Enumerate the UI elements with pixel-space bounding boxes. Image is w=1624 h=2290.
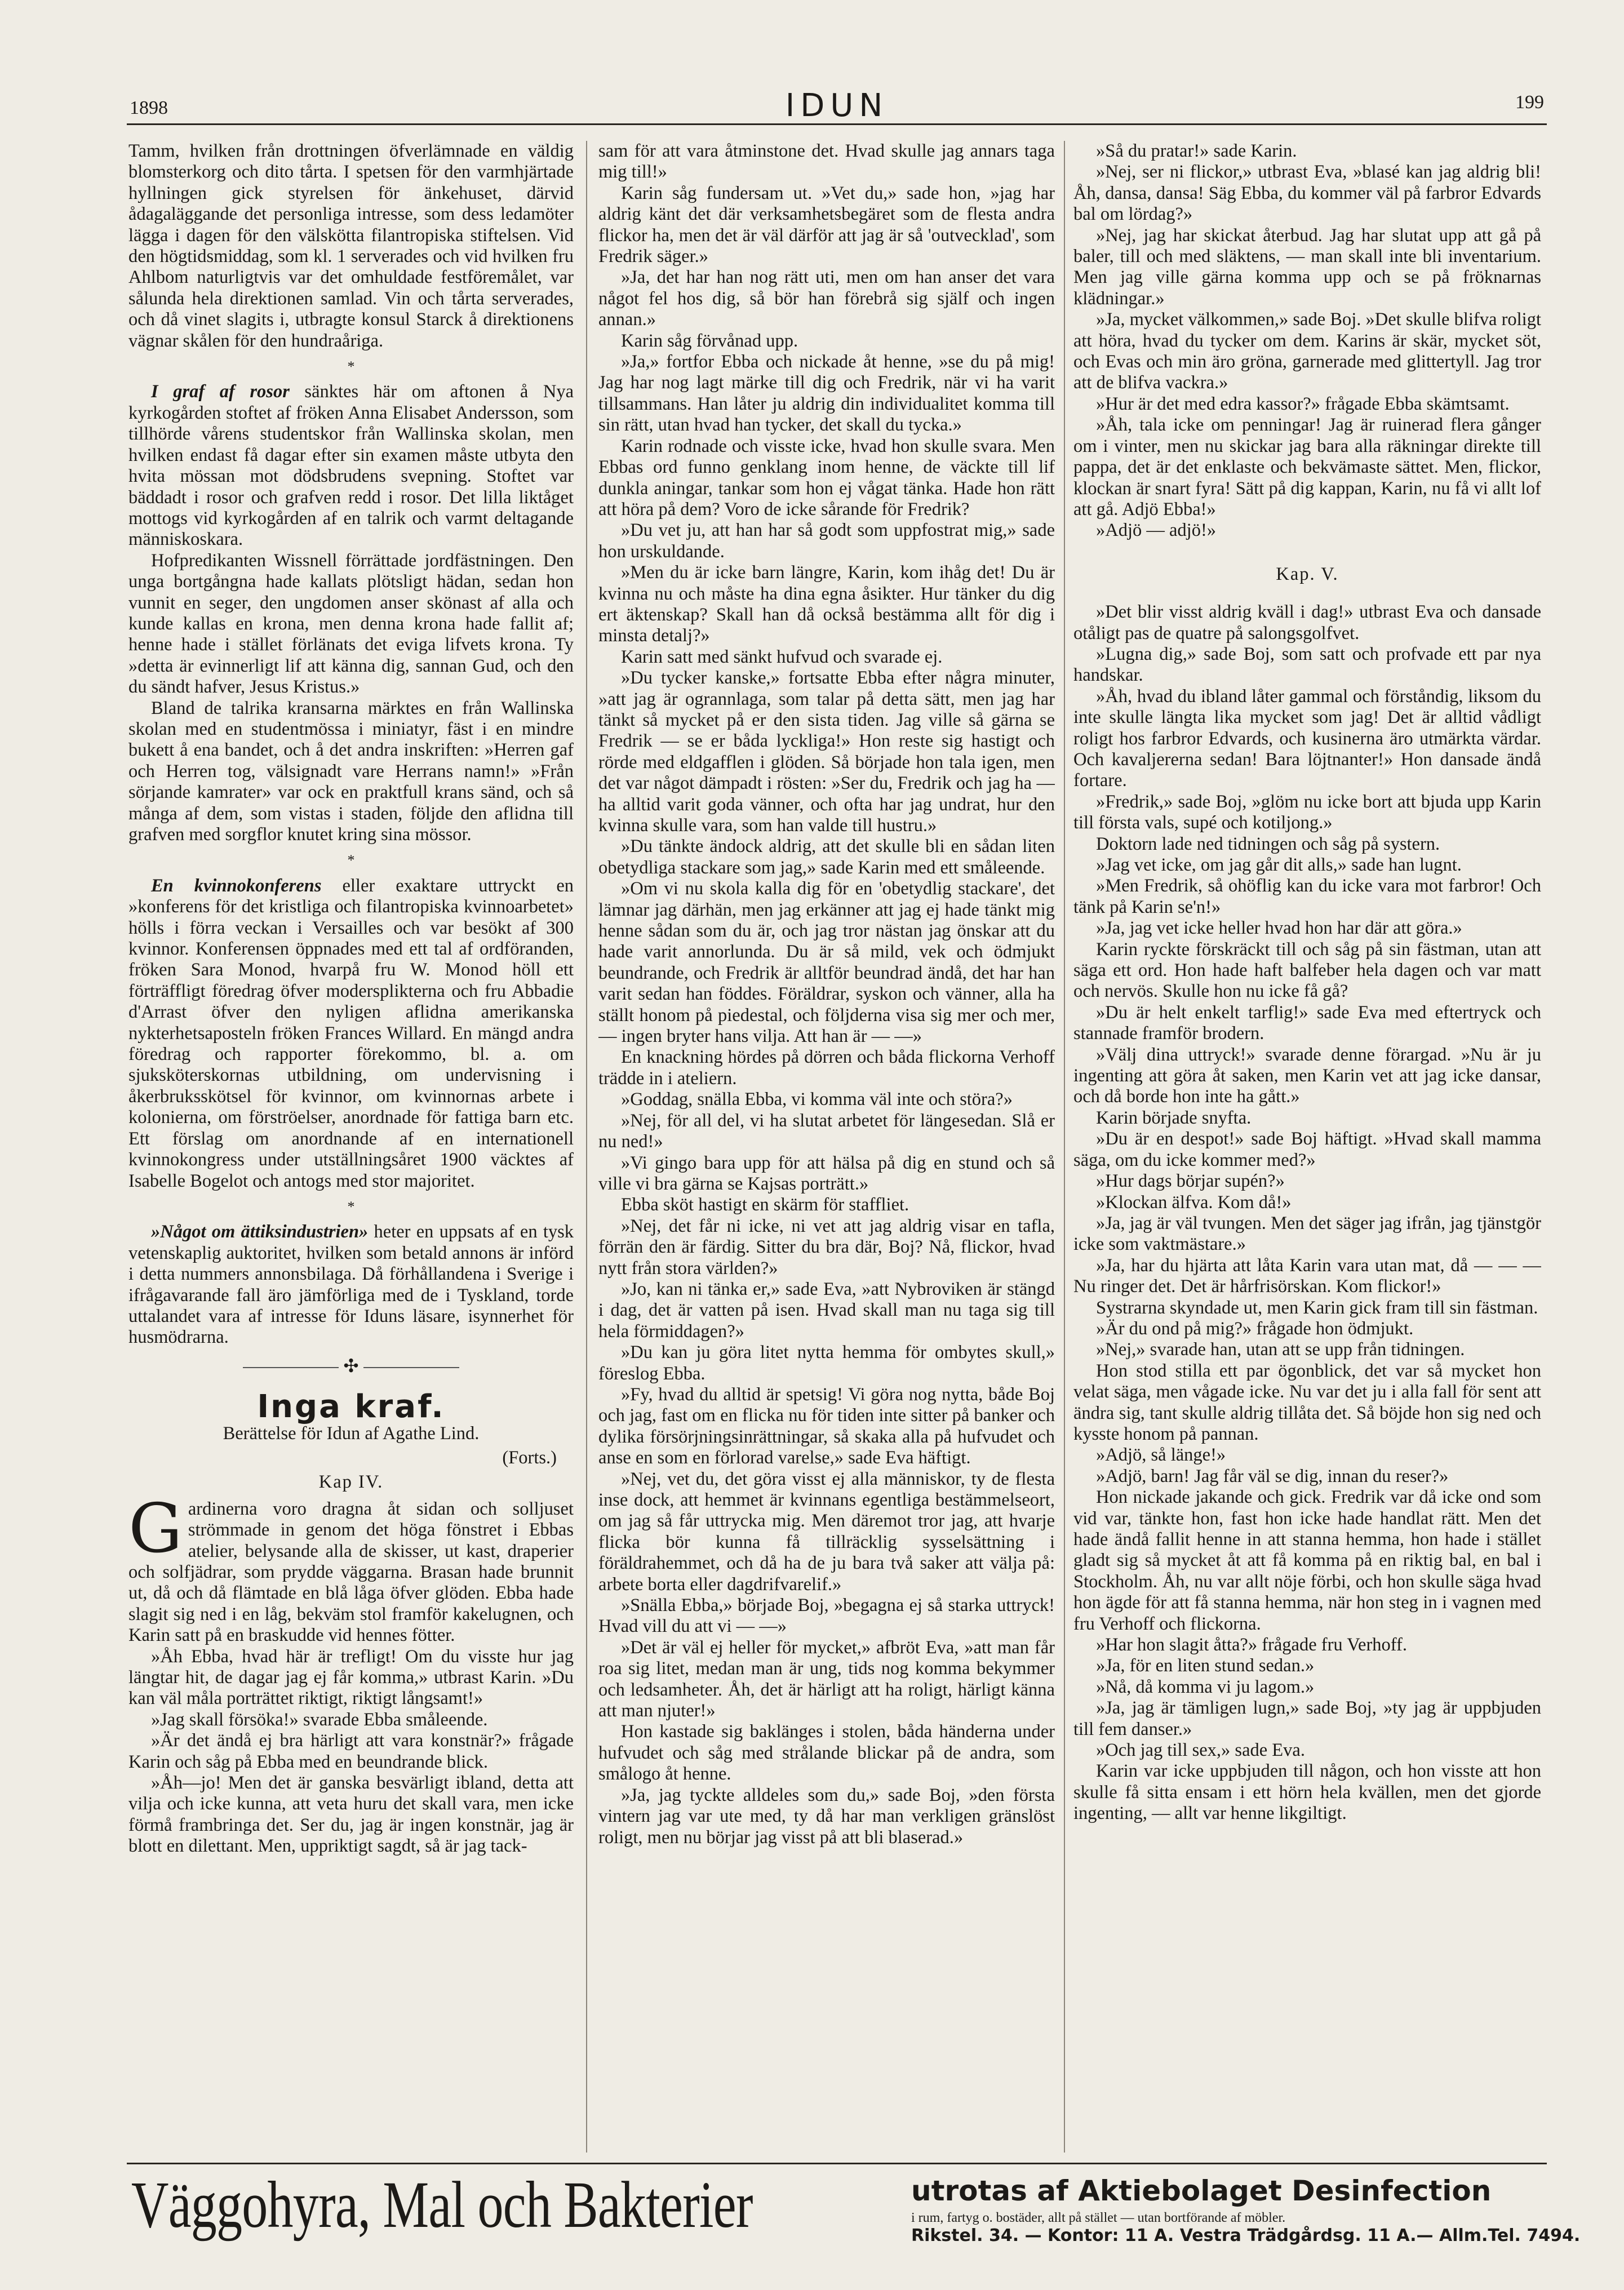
header-rule	[127, 123, 1547, 125]
lead-heading: »Något om ättiksindustrien»	[151, 1222, 369, 1242]
drop-cap: G	[128, 1489, 183, 1568]
paragraph: »Har hon slagit åtta?» frågade fru Verhoff.	[1096, 1635, 1407, 1656]
paragraph: »Ja, jag vet icke heller hvad hon har där att göra.»	[1096, 918, 1462, 939]
column-1	[128, 141, 574, 2153]
paragraph: »Ja, mycket välkommen,» sade Boj. »Det skulle blifva roligt att höra, hvad du tycker om dem. Karins är skär, mycket söt, och Evas och min äro gröna, garnerade med glittertyll. Jag tror att de blifva vackra.»	[1073, 309, 1541, 393]
paragraph: »Om vi nu skola kalla dig för en 'obetydlig stackare', det lämnar jag därhän, men jag erkänner att jag ej hade tänkt mig henne sådan som du är, och jag tror nästan jag önskar att du hade varit annorlunda. Du är så mild, vek och ödmjukt beundrande, och Fredrik är alltför beundrad ändå, det har han varit sedan han föddes. Föräldrar, syskon och vänner, alla ha ställt honom på piedestal, och följderna visa sig mer och mer, — ingen bryter hans vilja. Att han är — —»	[598, 878, 1055, 1047]
paragraph: »Men du är icke barn längre, Karin, kom ihåg det! Du är kvinna nu och måste ha dina egna åsikter. Hur tänker du dig ert äktenskap? Skall han då också bestämma allt för dig i minsta detalj?»	[598, 562, 1055, 646]
separator-star: *	[347, 1198, 355, 1215]
paragraph: »Jag vet icke, om jag går dit alls,» sade han lugnt.	[1096, 855, 1462, 875]
paragraph: Karin satt med sänkt hufvud och svarade ej.	[621, 646, 943, 667]
year: 1898	[130, 97, 168, 118]
paragraph: »Ja, det har han nog rätt uti, men om han anser det vara något fel hos dig, så bör han förebrå sig själf och ingen annan.»	[598, 267, 1055, 330]
paragraph: »Är det ändå ej bra härligt att vara konstnär?» frågade Karin och såg på Ebba med en beundrande blick.	[128, 1730, 574, 1772]
paragraph: »Du tycker kanske,» fortsatte Ebba efter några minuter, »att jag är ogrannlaga, som talar på detta sätt, men jag har tänkt så mycket på er den sista tiden. Jag ville så gärna se Fredrik — se er båda lyckliga!» Hon reste sig hastigt och rörde med eldgafflen i glöden. Så började hon tala igen, men det var något dämpadt i rösten: »Ser du, Fredrik och jag ha — ha alltid varit goda vänner, och ofta har jag undrat, hur den kvinna skulle vara, som han valde till hustru.»	[598, 668, 1055, 836]
paragraph: »Åh, tala icke om penningar! Jag är ruinerad flera gånger om i vinter, men nu skickar jag bara alla räkningar direkte till pappa, det är det enklaste och bekvämaste sättet. Men, flickor, klockan är snart fyra! Sätt på dig kappan, Karin, nu få vi allt lof att gå. Adjö Ebba!»	[1073, 415, 1541, 520]
ad-headline: Väggohyra, Mal och Bakterier	[131, 2168, 753, 2242]
paragraph: Karin var icke uppbjuden till någon, och hon visste att hon skulle få sitta ensam i ett hörn hela kvällen, men det gjorde ingenting, — allt var henne likgiltigt.	[1073, 1761, 1541, 1824]
paragraph: En kvinnokonferens eller exaktare uttryckt en »konferens för det kristliga och filantropiska kvinnoarbetet» hölls i förra veckan i Versailles och var besökt af 300 kvinnor. Konferensen öppnades med ett tal af ordföranden, fröken Sara Monod, hvarpå fru W. Monod höll ett förträffligt föredrag öfver modersplikterna och fru Abbadie d'Arrast öfver den nyligen aflidna amerikanska nykterhetsaposteln fröken Frances Willard. En mängd andra föredrag och rapporter förekommo, bl. a. om sjuksköterskornas utbildning, om undervisning i åkerbruksskötsel för kvinnor, om kvinnornas arbete i kolonierna, om förströelser, anordnade för fattiga barn etc. Ett förslag om anordnande af en internationell kvinnokongress under utställningsåret 1900 väcktes af Isabelle Bogelot och antogs med stor majoritet.	[128, 875, 574, 1191]
paragraph: Hon stod stilla ett par ögonblick, det var så mycket hon velat säga, men vågade icke. Nu var det ju i alla fall för sent att ändra sig, tant skulle aldrig tillåta det. Så böjde hon sig ned och kysste honom på pannan.	[1073, 1360, 1541, 1444]
paragraph: »Jo, kan ni tänka er,» sade Eva, »att Nybroviken är stängd i dag, det är vatten på isen. Hvad skall man nu taga sig till hela förmiddagen?»	[598, 1279, 1055, 1342]
paragraph: Doktorn lade ned tidningen och såg på systern.	[1096, 833, 1440, 854]
paragraph: »Är du ond på mig?» frågade hon ödmjukt.	[1096, 1318, 1414, 1339]
paragraph: Bland de talrika kransarna märktes en från Wallinska skolan med en studentmössa i miniatyr, fäst i en mindre bukett å ena bandet, och å det andra inskriften: »Herren gaf och Herren tog, välsignadt vare Herrans namn!» »Från sörjande kamrater» var ock en praktfull krans sänd, och så många af dem, som vistas i staden, följde den aflidna till grafven med sorgflor knutet kring sina mössor.	[128, 698, 574, 845]
paragraph: »Nej, jag har skickat återbud. Jag har slutat upp att gå på baler, till och med släktens, — man skall inte bli inventarium. Men jag ville gärna komma upp och se på fröknarnas klädningar.»	[1073, 225, 1541, 309]
chapter-heading: Kap IV.	[318, 1472, 384, 1493]
paragraph: »Åh Ebba, hvad här är trefligt! Om du visste hur jag längtar hit, de dagar jag ej får komma,» utbrast Karin. »Du kan väl måla porträttet riktigt, riktigt långsamt!»	[128, 1646, 574, 1709]
paragraph: »Hur dags börjar supén?»	[1096, 1171, 1285, 1192]
paragraph: Ebba sköt hastigt en skärm för staffliet.	[621, 1195, 909, 1215]
paragraph: »Nej, för all del, vi ha slutat arbetet för längesedan. Slå er nu ned!»	[598, 1110, 1055, 1152]
paragraph: »Välj dina uttryck!» svarade denne förargad. »Nu är ju ingenting att göra åt saken, men Karin vet att jag icke dansar, och då borde hon inte ha gått.»	[1073, 1044, 1541, 1107]
paragraph: »Adjö, barn! Jag får väl se dig, innan du reser?»	[1096, 1466, 1449, 1486]
paragraph: »Nej, det får ni icke, ni vet att jag aldrig visar en tafla, förrän den är färdig. Sitter du bra där, Boj? Nå, flickor, hvad nytt från stora världen?»	[598, 1215, 1055, 1279]
page-header	[127, 87, 1547, 127]
paragraph: »Vi gingo bara upp för att hälsa på dig en stund och så ville vi bra gärna se Kajsas porträtt.»	[598, 1152, 1055, 1194]
paragraph: »Nej, ser ni flickor,» utbrast Eva, »blasé kan jag aldrig bli! Åh, dansa, dansa! Säg Ebba, du kommer väl på farbror Edvards bal om lördag?»	[1073, 162, 1541, 225]
paragraph: »Åh—jo! Men det är ganska besvärligt ibland, detta att vilja och icke kunna, att veta huru det skall vara, men icke förmå frambringa det. Ser du, jag är ingen konstnär, jag är blott en dilettant. Men, uppriktigt sagdt, så är jag tack-	[128, 1773, 574, 1857]
paragraph: »Lugna dig,» sade Boj, som satt och profvade ett par nya handskar.	[1073, 643, 1541, 686]
separator-star: *	[347, 852, 355, 869]
paragraph: »Nej, vet du, det göra visst ej alla människor, ty de flesta inse dock, att hemmet är kvinnans egentliga bestämmelseort, om jag så får uttrycka mig. Men däremot tror jag, att hvarje flicka bör kunna få tillräcklig sysselsättning i föräldrahemmet, och då ha de ju bara två saker att välja på: arbete borta eller dagdrifvarelif.»	[598, 1468, 1055, 1595]
paragraph: Systrarna skyndade ut, men Karin gick fram till sin fästman.	[1096, 1297, 1538, 1318]
lead-heading: En kvinnokonferens	[151, 875, 322, 896]
paragraph: »Fredrik,» sade Boj, »glöm nu icke bort att bjuda upp Karin till första vals, supé och kotiljong.»	[1073, 791, 1541, 833]
ad-service: i rum, fartyg o. bostäder, allt på stället — utan bortförande af möbler.	[911, 2211, 1286, 2225]
paragraph: Hon nickade jakande och gick. Fredrik var då icke ond som vid var, tänkte hon, fast hon icke hade handlat rätt. Men det hade ändå fallit henne in att stanna hemma, hon hade i stället gladt sig så mycket åt att få komma på en riktig bal, en bal i Stockholm. Åh, nu var allt nöje förbi, och hon skulle säga hvad hon ägde för att få stanna hemma, när hon steg in i vagnen med fru Verhoff och flickorna.	[1073, 1487, 1541, 1634]
paragraph: »Du tänkte ändock aldrig, att det skulle bli en sådan liten obetydliga stackare som jag,» sade Karin med ett småleende.	[598, 836, 1055, 878]
paragraph: »Och jag till sex,» sade Eva.	[1096, 1740, 1305, 1761]
ad-details	[911, 2174, 1581, 2245]
paragraph: »Ja, för en liten stund sedan.»	[1096, 1656, 1315, 1676]
paragraph: Karin såg fundersam ut. »Vet du,» sade hon, »jag har aldrig känt det där verksamhetsbegäret som de flesta andra flickor ha, men det är väl därför att jag är så 'outvecklad', som Fredrik säger.»	[598, 183, 1055, 267]
continued-note: (Forts.)	[502, 1447, 557, 1468]
paragraph: Hofpredikanten Wissnell förrättade jordfästningen. Den unga bortgångna hade kallats plötsligt hädan, sedan hon vunnit en seger, den ungdomen anser skönast af alla och kunde kallas en krona, men denna krona hade fallit af; henne hade i stället förlänats det eviga lifvets krona. Ty »detta är evinnerligt lif att känna dig, sannan Gud, och den du sändt hafver, Jesus Kristus.»	[128, 550, 574, 698]
paragraph: »Goddag, snälla Ebba, vi komma väl inte och störa?»	[621, 1089, 1013, 1110]
column-divider	[1064, 141, 1065, 2153]
paragraph: Tamm, hvilken från drottningen öfverlämnade en väldig blomsterkorg och dito tårta. I spetsen för den varmhjärtade hyllningen gick styrelsen för änkehuset, därvid ådagaläggande det personliga intresse, som dess ledamöter lägga i dagen för den välskötta filantropiska stiftelsen. Vid den högtidsmiddag, som kl. 1 serverades och vid hvilken fru Ahlbom naturligtvis var det omhuldade festföremålet, var sålunda hela direktionen samlad. Vin och tårta serverades, och då vinet slagits i, utbragte konsul Starck å direktionens vägnar skålen för den hundraåriga.	[128, 141, 574, 351]
paragraph: »Men Fredrik, så ohöflig kan du icke vara mot farbror! Och tänk på Karin se'n!»	[1073, 876, 1541, 917]
ad-contact: Rikstel. 34. — Kontor: 11 A. Vestra Trädgårdsg. 11 A.— Allm.Tel. 7494.	[911, 2226, 1581, 2245]
page-number: 199	[1515, 92, 1544, 113]
paragraph: »Du kan ju göra litet nytta hemma för ombytes skull,» föreslog Ebba.	[598, 1342, 1055, 1384]
paragraph: Hon kastade sig baklänges i stolen, båda händerna under hufvudet och såg med strålande blickar på de andra, som smålogo åt henne.	[598, 1721, 1055, 1785]
ad-company: utrotas af Aktiebolaget Desinfection	[911, 2174, 1492, 2207]
column-divider	[586, 141, 587, 2153]
paragraph: »Ja,» fortfor Ebba och nickade åt henne, »se du på mig! Jag har nog lagt märke till dig och Fredrik, när vi ha varit tillsammans. Han låter ju aldrig din individualitet komma till sin rätt, utan hvad han tycker, det skall du tycka.»	[598, 352, 1055, 436]
paragraph: »Ja, jag är väl tvungen. Men det säger jag ifrån, jag tjänstgör icke som vaktmästare.»	[1073, 1213, 1541, 1255]
paragraph: »Du vet ju, att han har så godt som uppfostrat mig,» sade hon urskuldande.	[598, 520, 1055, 562]
paragraph: »Fy, hvad du alltid är spetsig! Vi göra nog nytta, både Boj och jag, fast om en flicka nu för tiden inte sitter på banker och dylika försörjningsinrättningar, så skaka alla på hufvudet och anse en som en förlorad varelse,» sade Eva häftigt.	[598, 1384, 1055, 1468]
paragraph: I graf af rosor sänktes här om aftonen å Nya kyrkogården stoftet af fröken Anna Elisabet Andersson, som tillhörde vårens studentskor från Wallinska skolan, men hvilken endast få dagar efter sin examen måste utbyta den hvita mössan mot dödsbrudens svepning. Stoftet var bäddadt i rosor och grafven redd i rosor. Det lilla liktåget mottogs vid kyrkogården af en talrik och varmt deltagande människoskara.	[128, 381, 574, 550]
paragraph: »Adjö, så länge!»	[1096, 1445, 1226, 1466]
column-3	[1073, 141, 1541, 2153]
paragraph: »Så du pratar!» sade Karin.	[1096, 141, 1297, 161]
paragraph: »Något om ättiksindustrien» heter en uppsats af en tysk vetenskaplig auktoritet, hvilken som betald annons är införd i detta nummers annonsbilaga. Då förhållandena i Sverige i ifrågavarande fall äro jämförliga med de i Tyskland, torde uttalandet vara af intresse för Iduns läsare, isynnerhet för husmödrarna.	[128, 1222, 574, 1348]
paragraph: »Det är väl ej heller för mycket,» afbröt Eva, »att man får roa sig litet, medan man är ung, tids nog komma bekymmer och ledsamheter. Åh, det är härligt att ha roligt, härligt känna att man njuter!»	[598, 1637, 1055, 1721]
paragraph: Karin började snyfta.	[1096, 1107, 1252, 1128]
paragraph: sam för att vara åtminstone det. Hvad skulle jag annars taga mig till!»	[598, 141, 1055, 183]
paragraph: »Du är en despot!» sade Boj häftigt. »Hvad skall mamma säga, om du icke kommer med?»	[1073, 1129, 1541, 1170]
paragraph: »Det blir visst aldrig kväll i dag!» utbrast Eva och dansade otåligt pas de quatre på salongsgolfvet.	[1073, 602, 1541, 643]
masthead-title: IDUN	[785, 87, 889, 124]
separator-star: *	[347, 358, 355, 375]
paragraph: Karin såg förvånad upp.	[621, 330, 798, 351]
paragraph: En knackning hördes på dörren och båda flickorna Verhoff trädde in i ateliern.	[598, 1047, 1055, 1089]
paragraph: »Snälla Ebba,» började Boj, »begagna ej så starka uttryck! Hvad vill du att vi — —»	[598, 1595, 1055, 1637]
lead-heading: I graf af rosor	[151, 381, 290, 402]
paragraph: »Nå, då komma vi ju lagom.»	[1096, 1676, 1315, 1697]
paragraph: Karin ryckte förskräckt till och såg på sin fästman, utan att säga ett ord. Hon hade haft balfeber hela dagen och var matt och nervös. Skulle hon nu icke få gå?	[1073, 939, 1541, 1002]
paragraph: »Nej,» svarade han, utan att se upp från tidningen.	[1096, 1339, 1465, 1360]
paragraph: »Ja, har du hjärta att låta Karin vara utan mat, då — — — Nu ringer det. Det är hårfrisörskan. Kom flickor!»	[1073, 1255, 1541, 1297]
paragraph: »Hur är det med edra kassor?» frågade Ebba skämtsamt.	[1096, 393, 1510, 414]
section-divider: ✣	[128, 1356, 574, 1377]
byline: Berättelse för Idun af Agathe Lind.	[223, 1423, 480, 1444]
paragraph: »Du är helt enkelt tarflig!» sade Eva med eftertryck och stannade framför brodern.	[1073, 1002, 1541, 1044]
paragraph: »Ja, jag är tämligen lugn,» sade Boj, »ty jag är uppbjuden till fem danser.»	[1073, 1698, 1541, 1739]
chapter-heading: Kap. V.	[1276, 563, 1339, 584]
paragraph: Karin rodnade och visste icke, hvad hon skulle svara. Men Ebbas ord funno genklang inom henne, de väckte till lif dunkla aningar, tankar som hon ej vågat tänka. Hade hon rätt att höra på dem? Voro de icke sårande för Fredrik?	[598, 436, 1055, 520]
advertisement-banner	[127, 2163, 1581, 2266]
paragraph: »Ja, jag tyckte alldeles som du,» sade Boj, »den första vintern jag var ute med, ty då har man verkligen gränslöst roligt, men nu börjar jag visst på att bli blaserad.»	[598, 1785, 1055, 1848]
paragraph: Gardinerna voro dragna åt sidan och solljuset strömmade in genom det höga fönstret i Ebbas atelier, belysande alla de skisser, ut kast, draperier och solfjädrar, som prydde väggarna. Brasan hade brunnit ut, då och då flämtade en blå låga öfver glöden. Ebba hade slagit sig ned i en låg, bekväm stol framför kakelugnen, och Karin satt på en braskudde vid hennes fötter.	[128, 1489, 574, 1646]
paragraph: »Åh, hvad du ibland låter gammal och förståndig, liksom du inte skulle längta lika mycket som jag! Det är alltid vådligt roligt hos farbror Edvards, och kusinerna äro utmärkta värdar. Och kavaljererna sedan! Bara löjtnanter!» Hon dansade ändå fortare.	[1073, 686, 1541, 791]
paragraph: »Jag skall försöka!» svarade Ebba småleende.	[151, 1709, 488, 1730]
story-title: Inga kraf.	[257, 1388, 445, 1426]
paragraph: »Klockan älfva. Kom då!»	[1096, 1192, 1292, 1213]
paragraph: »Adjö — adjö!»	[1096, 520, 1217, 541]
column-2	[598, 141, 1055, 2153]
